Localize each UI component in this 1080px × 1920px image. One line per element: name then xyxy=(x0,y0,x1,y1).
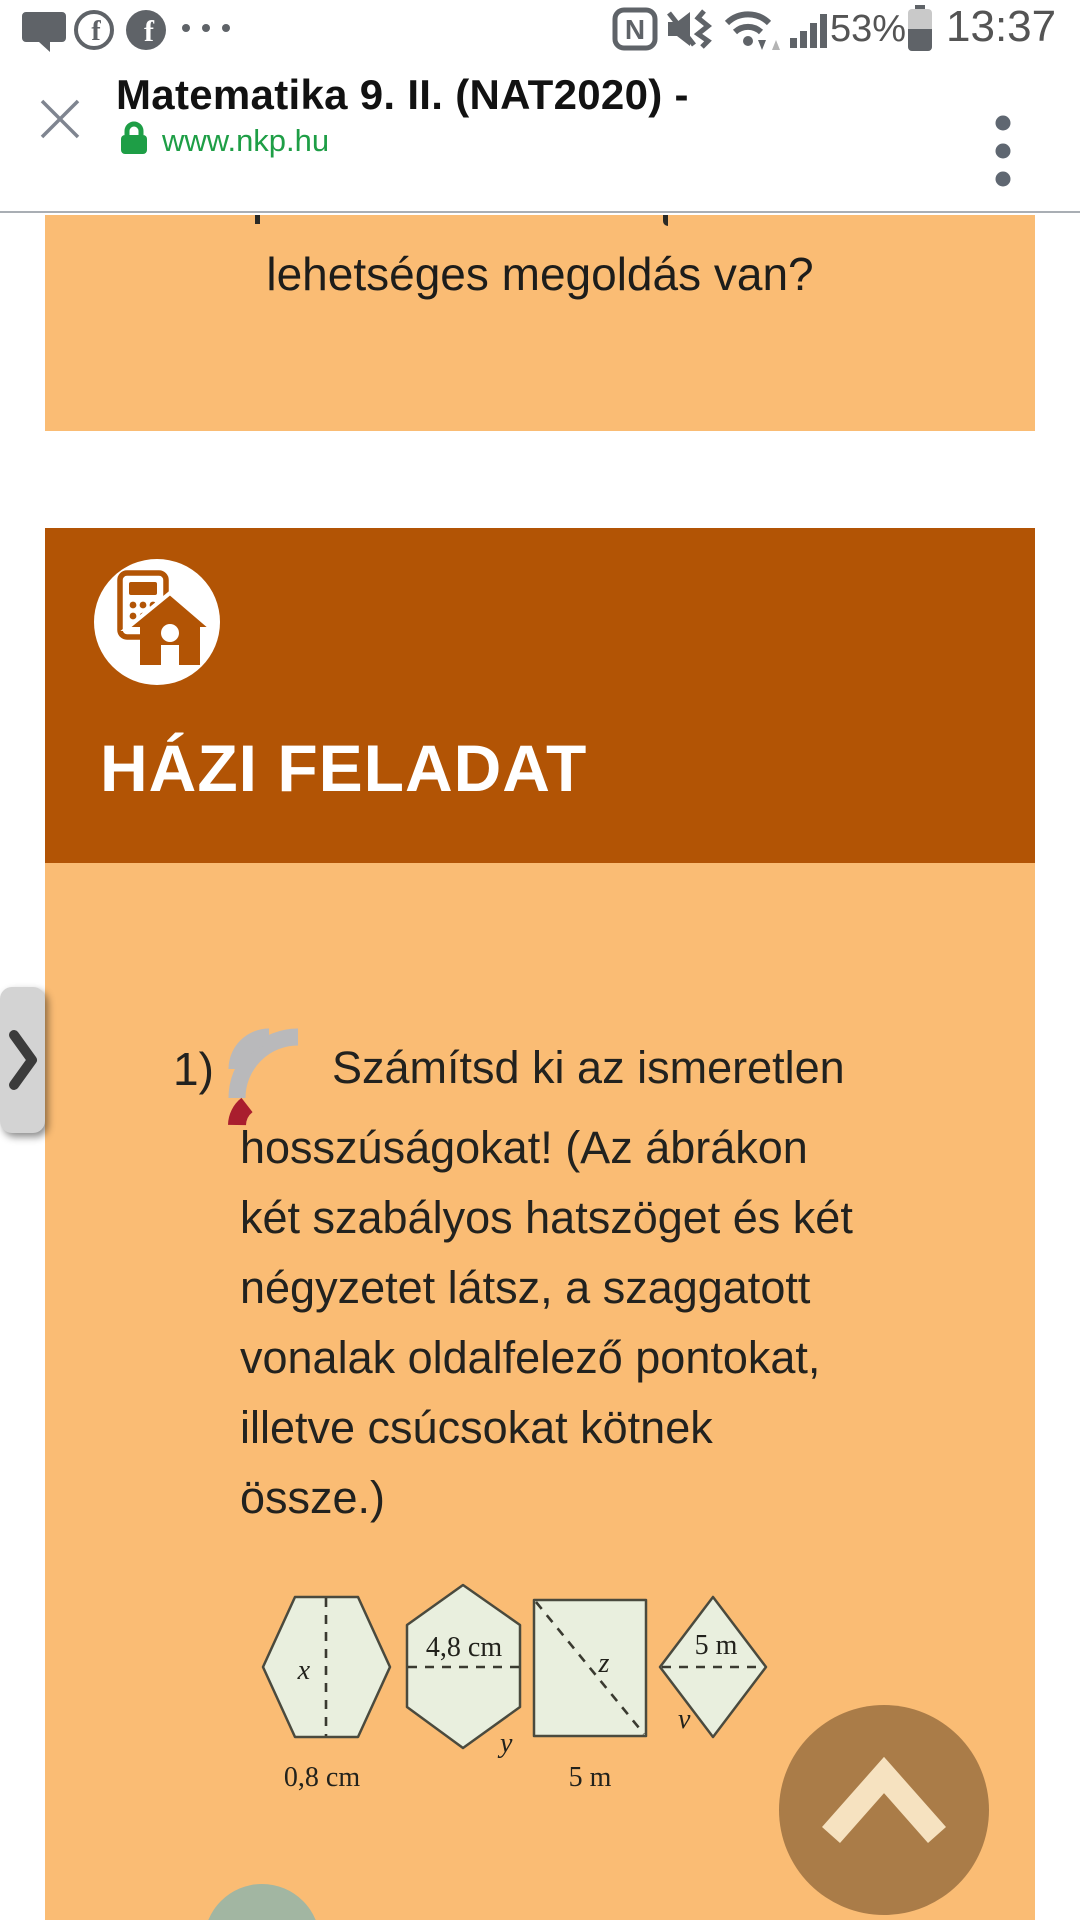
nfc-icon xyxy=(612,7,658,51)
chevron-right-icon xyxy=(6,1027,40,1093)
secure-lock-icon xyxy=(120,121,148,155)
figure-hexagon-y xyxy=(407,1585,520,1759)
facebook-circle-filled-icon xyxy=(124,8,168,52)
figure-square-z xyxy=(534,1600,646,1793)
task-text-line: hosszúságokat! (Az ábrákon xyxy=(240,1122,808,1173)
svg-text:N: N xyxy=(624,14,646,45)
question-text: lehetséges megoldás van? xyxy=(266,248,814,300)
task-number: 1) xyxy=(173,1043,214,1095)
homework-banner xyxy=(45,528,1035,863)
svg-text:f: f xyxy=(91,16,101,47)
label-x: x xyxy=(297,1655,310,1686)
banner-title: HÁZI FELADAT xyxy=(100,731,588,805)
clipped-line-fragment xyxy=(255,215,260,224)
more-notifications-dots-icon xyxy=(180,22,236,34)
battery-icon xyxy=(906,5,934,53)
figure-hexagon-x xyxy=(263,1597,390,1793)
task-text-line: össze.) xyxy=(240,1472,386,1523)
browser-header xyxy=(0,55,1080,213)
side-panel-handle[interactable] xyxy=(0,987,45,1133)
figure-diamond-v xyxy=(660,1597,766,1737)
task-text-line: illetve csúcsokat kötnek xyxy=(240,1402,713,1453)
clipped-line-fragment xyxy=(663,215,668,226)
task-text-line: Számítsd ki az ismeretlen xyxy=(332,1042,845,1093)
wifi-icon xyxy=(722,6,782,54)
signal-bars-icon xyxy=(788,10,830,50)
message-bubble-icon xyxy=(20,8,68,52)
label-4-8-cm: 4,8 cm xyxy=(425,1632,503,1663)
battery-percent: 53% xyxy=(830,8,907,50)
label-5-m-diamond: 5 m xyxy=(694,1630,738,1661)
mute-vibrate-icon xyxy=(664,7,716,51)
clock: 13:37 xyxy=(946,2,1057,51)
page-title: Matematika 9. II. (NAT2020) - xyxy=(116,71,689,118)
task-text-line: vonalak oldalfelező pontokat, xyxy=(240,1332,821,1383)
overflow-menu-icon[interactable] xyxy=(988,113,1018,189)
question-block xyxy=(45,215,1035,431)
homework-calculator-house-icon xyxy=(92,557,222,687)
url-text[interactable]: www.nkp.hu xyxy=(162,123,330,158)
chevron-up-icon xyxy=(779,1705,989,1915)
label-z: z xyxy=(598,1648,610,1679)
scroll-to-top-button[interactable] xyxy=(779,1705,989,1915)
task-text-line: két szabályos hatszöget és két xyxy=(240,1192,853,1243)
task-text-line: négyzetet látsz, a szaggatott xyxy=(240,1262,811,1313)
label-y: y xyxy=(500,1728,513,1759)
label-5-m-square: 5 m xyxy=(568,1762,612,1793)
label-v: v xyxy=(678,1704,691,1735)
status-bar xyxy=(0,0,1080,55)
close-icon[interactable] xyxy=(36,95,84,143)
exercise-arcs-icon xyxy=(222,1022,332,1132)
label-0-8-cm: 0,8 cm xyxy=(283,1762,361,1793)
facebook-circle-outline-icon xyxy=(72,8,116,52)
svg-text:f: f xyxy=(144,15,154,48)
